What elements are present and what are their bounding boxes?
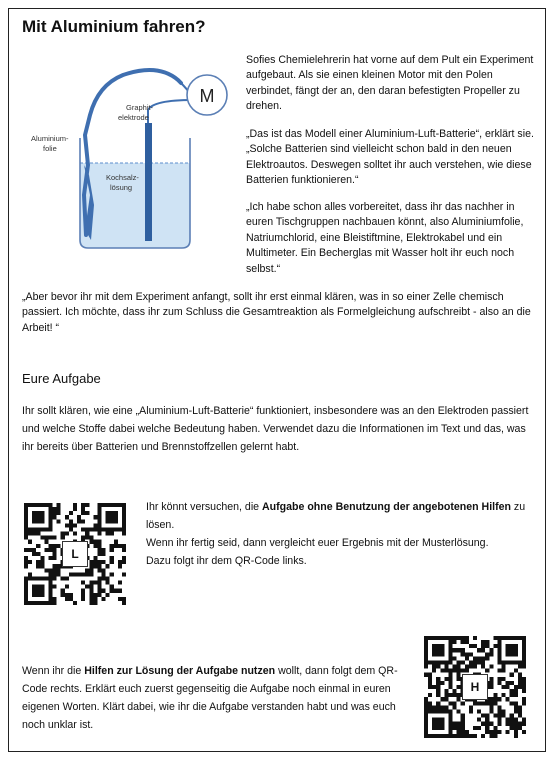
hint-solution-t2: zu lösen. (146, 501, 526, 531)
graphite-label-1: Graphit- (126, 103, 154, 112)
hint-help-t1: Wenn ihr die (22, 665, 85, 677)
intro-paragraph-4: „Aber bevor ihr mit dem Experiment anfangt, sollt ihr erst einmal klären, was in so einer Zelle chemisch passiert. Ich möchte, dass ihr zum Schluss die Gesamtreaktion als Formelgleichung aufschreibt - also an die Arbeit! “ (22, 291, 531, 334)
intro-paragraph-3: „Ich habe schon alles vorbereitet, dass ihr das nachher in euren Tischgruppen nachbauen könnt, also Aluminiumfolie, Natriumchlorid, eine Bleistiftmine, Elektrokabel und ein Multimeter. Ein Becherglas mit Wasser holt ihr euch noch selbst.“ (246, 201, 524, 275)
hint-solution-bold: Aufgabe ohne Benutzung der angebotenen Hilfen (262, 501, 511, 513)
task-text: Ihr sollt klären, wie eine „Aluminium-Luft-Batterie“ funktioniert, insbesondere was an den Elektroden passiert und welche Stoffe dabei welche Bedeutung haben. Verwendet dazu die Informationen im Text und das, was ihr bereits über Batterien und Brennstoffzellen gelernt habt. (22, 405, 529, 453)
hint-solution-text (146, 498, 526, 570)
graphite-label-2: elektrode (118, 113, 149, 122)
wire-right (148, 100, 193, 123)
foil-label-2: folie (43, 144, 57, 153)
hint-help-t2: wollt, dann folgt dem QR-Code rechts. Erklärt euch zuerst gegenseitig die Aufgabe noch einmal in euren eigenen Worten. Klärt dabei, wie ihr die Aufgabe verstanden habt und was euch noch unklar ist. (22, 665, 398, 731)
hint-solution-t4: Dazu folgt ihr dem QR-Code links. (146, 555, 307, 567)
graphite-electrode (145, 123, 152, 241)
intro-paragraph-2: „Das ist das Modell einer Aluminium-Luft-Batterie“, erklärt sie. „Solche Batterien sind vielleicht schon bald in den neuen Elektroautos. Deswegen solltet ihr auch verstehen, wie diese Batterien funktionieren.“ (246, 128, 534, 187)
hint-solution-t1: Ihr könnt versuchen, die (146, 501, 263, 513)
qr-solution-label: L (62, 541, 88, 567)
solution-label-2: lösung (110, 183, 133, 192)
qr-help-label: H (462, 674, 488, 700)
qr-code-solution[interactable] (24, 503, 126, 605)
page-title: Mit Aluminium fahren? (22, 17, 206, 36)
foil-label-1: Aluminium- (31, 134, 69, 143)
hint-solution-t3: Wenn ihr fertig seid, dann vergleicht euer Ergebnis mit der Musterlösung. (146, 537, 489, 549)
task-heading: Eure Aufgabe (22, 371, 101, 386)
experiment-diagram (28, 45, 240, 255)
hint-help-bold: Hilfen zur Lösung der Aufgabe nutzen (84, 665, 276, 677)
motor-label: M (199, 86, 215, 106)
hint-help-text (22, 662, 417, 734)
solution-label-1: Kochsalz- (106, 173, 139, 182)
intro-paragraph-1: Sofies Chemielehrerin hat vorne auf dem Pult ein Experiment aufgebaut. Als sie einen kleinen Motor mit den Polen verbindet, fängt der an, den daran befestigten Propeller zu drehen. (246, 54, 534, 113)
qr-code-help[interactable] (424, 636, 526, 738)
